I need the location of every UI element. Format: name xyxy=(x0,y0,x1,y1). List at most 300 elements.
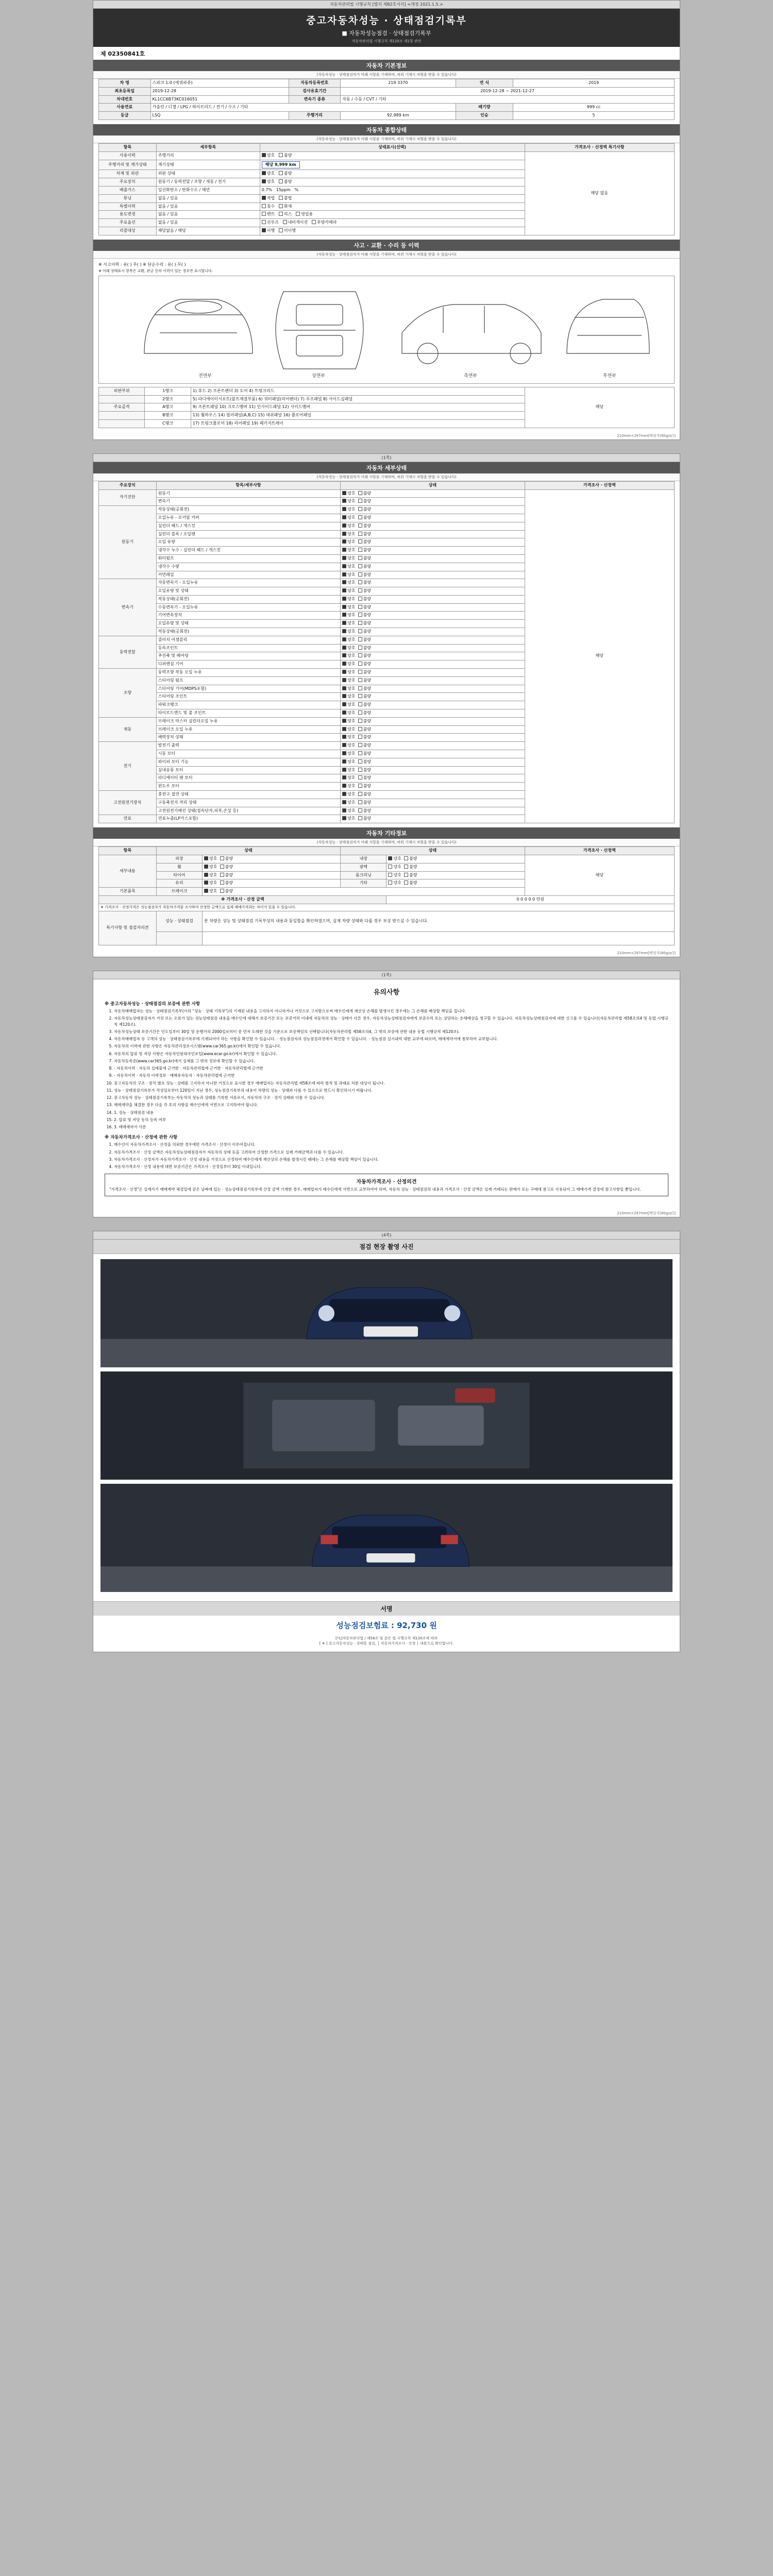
list-item: 15. 2. 압류 및 저당 등의 등록 여부 xyxy=(114,1117,668,1123)
checkbox-good[interactable] xyxy=(342,816,347,821)
checkbox-good[interactable] xyxy=(388,856,393,861)
opt-label: 불량 xyxy=(225,880,233,886)
opt-label: 양호 xyxy=(209,889,217,894)
checkbox-good[interactable] xyxy=(342,491,347,496)
total-price-note: ※ 가격조사 · 산정가격은 성능점검자가 자동차가격을 조사하여 산정한 금액으로 실제 매매가격과는 차이가 있을 수 있습니다. xyxy=(99,904,675,911)
detail-item-label: 브레이크 오일 누유 xyxy=(156,725,340,734)
checkbox-good[interactable] xyxy=(204,889,209,893)
checkbox-rear-camera[interactable] xyxy=(312,220,317,225)
checkbox-good[interactable] xyxy=(342,605,347,609)
accident-line2: ※ 아래 상태표시 항목은 교환, 판금 등의 이력이 있는 경우만 표시합니다. xyxy=(98,268,213,273)
detail-item-label: 원동기 xyxy=(156,489,340,498)
checkbox-bad[interactable] xyxy=(358,653,363,658)
checkbox-good[interactable] xyxy=(342,727,347,732)
detail-item-state xyxy=(341,554,525,563)
checkbox-bad[interactable] xyxy=(358,759,363,764)
overall-row-sub: 없음 / 있음 xyxy=(156,219,260,227)
detail-item-label: 등속조인트 xyxy=(156,644,340,652)
other-header-group: 항목 xyxy=(99,847,157,855)
checkbox-good[interactable] xyxy=(342,751,347,756)
checkbox-good[interactable] xyxy=(342,784,347,788)
label-fuel: 사용연료 xyxy=(99,104,151,112)
checkbox-bad[interactable] xyxy=(358,515,363,520)
other-label-polish: 광택 xyxy=(341,863,386,871)
opt-label: 양호 xyxy=(347,710,356,716)
detail-header-price: 가격조사 · 산정액 xyxy=(525,481,674,489)
opt-label: 양호 xyxy=(347,507,356,512)
detail-group-label: 고전원전기장치 xyxy=(99,791,157,815)
detail-item-label: 파워크랭크 xyxy=(156,701,340,709)
opt-label: 불량 xyxy=(363,555,372,561)
accident-line1: ※ 사고이력 : 유( ) 무( ) ※ 단순수리 : 유( ) 무( ) xyxy=(98,262,186,267)
detail-item-state xyxy=(341,530,525,538)
list-item: 4. 자동차매매업자 등 고객의 성능 · 상태점검기록부에 기재되어야 하는 사항을 확인할 수 있습니다. · 성능점검자의 성능점검과정에서 확인할 수 있습니다. · 성능점검 실시내역 대한 교부에 따르며, 매매계약서에 첨부하여 교부합니다. xyxy=(114,1036,668,1042)
sheet4-corner: (4쪽) xyxy=(93,1231,680,1240)
value-plate: 219 3370 xyxy=(341,79,456,88)
detail-item-state xyxy=(341,669,525,677)
checkbox-good[interactable] xyxy=(342,507,347,512)
emission-hc: 15ppm xyxy=(276,187,291,192)
document-title: 중고자동차성능 · 상태점검기록부 xyxy=(306,15,467,26)
opt-label: 양호 xyxy=(347,531,356,536)
checkbox-bad[interactable] xyxy=(404,865,409,869)
checkbox-bad[interactable] xyxy=(358,556,363,561)
opt-label: 양호 xyxy=(347,718,356,723)
checkbox-good[interactable] xyxy=(342,800,347,805)
detail-item-label: 워터펌프 xyxy=(156,554,340,563)
opt-label: 불량 xyxy=(363,702,372,707)
checkbox-bad[interactable] xyxy=(358,784,363,788)
opt-label: 침수 xyxy=(266,204,275,209)
checkbox-bad[interactable] xyxy=(358,564,363,569)
checkbox-good[interactable] xyxy=(342,719,347,723)
checkbox-bad[interactable] xyxy=(404,873,409,877)
checkbox-bad[interactable] xyxy=(358,532,363,536)
detail-item-label: 오일 유량 xyxy=(156,538,340,547)
photo-engine-bay[interactable] xyxy=(100,1371,673,1480)
section-accident-title: 사고 · 교환 · 수리 등 이력 xyxy=(93,240,680,251)
detail-item-state xyxy=(341,587,525,596)
checkbox-good[interactable] xyxy=(342,580,347,585)
photo-rear[interactable] xyxy=(100,1484,673,1592)
checkbox-bad[interactable] xyxy=(358,775,363,780)
other-label-glass: 유리 xyxy=(156,879,202,888)
checkbox-bad[interactable] xyxy=(358,768,363,772)
checkbox-good[interactable] xyxy=(342,572,347,577)
checkbox-bad[interactable] xyxy=(358,751,363,756)
checkbox-bad[interactable] xyxy=(358,678,363,683)
detail-item-state xyxy=(341,644,525,652)
label-seats: 인승 xyxy=(456,112,513,120)
checkbox-lease[interactable] xyxy=(279,212,284,216)
checkbox-bad[interactable] xyxy=(358,727,363,732)
opt-label: 불량 xyxy=(283,152,292,158)
opt-label: 불량 xyxy=(363,784,372,789)
opt-label: 양호 xyxy=(347,694,356,699)
checkbox-bad[interactable] xyxy=(358,572,363,577)
checkbox-bad[interactable] xyxy=(358,743,363,748)
checkbox-bad[interactable] xyxy=(220,889,225,893)
detail-item-state xyxy=(341,579,525,587)
list-item: 8. - 자동차이력 · 자동차 실매물에 근거한 · 자동차관리법에 근거한 · 자동차관리법에 근거한 xyxy=(114,1065,668,1071)
checkbox-good[interactable] xyxy=(204,880,209,885)
list-item: 2. 자동차성능상태점검자가 거짓 또는 오류가 있는 성능상태점검 내용을 매수인에 대해서 보증기간 또는 보증거리 이내에 자동차의 성능 · 상태가 다른 경우, 자동차성능상태점검자에게 보증수리 또는 상당하는 손해배상을 청구할 수 있습니다. 자동차성능상태점검자에 대한 신고를 수 있습니다(자동차관리법 제58조의4 및 동법 시행규칙 제120조). xyxy=(114,1015,668,1027)
detail-item-state xyxy=(341,709,525,718)
opt-label: 양호 xyxy=(347,670,356,675)
opt-label: 불량 xyxy=(363,694,372,699)
photo-engine-image xyxy=(100,1371,673,1480)
list-item: 2. 자동차가격조사 · 산정 금액은 자동차성능상태점검자가 자동차의 상태 등을 고려하여 산정한 가격으로 실제 거래금액과 다를 수 있습니다. xyxy=(114,1149,668,1155)
opt-label: 불량 xyxy=(363,670,372,675)
photo-rear-image xyxy=(100,1484,673,1592)
checkbox-fire[interactable] xyxy=(279,204,284,209)
special-note-value: 본 차량은 성능 및 상태점검 기록부상의 내용과 동일함을 확인하였으며, 실제 차량 상태와 다를 경우 보상 받으실 수 있습니다. xyxy=(203,911,675,932)
checkbox-good[interactable] xyxy=(342,670,347,674)
special-note-extra xyxy=(203,932,675,945)
overall-note: 해당 없음 xyxy=(525,151,674,235)
checkbox-good[interactable] xyxy=(342,613,347,617)
opt-label: 불량 xyxy=(363,507,372,512)
detail-item-label: 스티어링 펌프 xyxy=(156,676,340,685)
detail-state-table xyxy=(98,481,675,823)
list-item: 4. 자동차가격조사 · 산정 내용에 대한 보증기간은 가격조사 · 산정일부터 30일 이내입니다. xyxy=(114,1164,668,1170)
opt-label: 불량 xyxy=(363,792,372,797)
checkbox-good[interactable] xyxy=(342,743,347,748)
checkbox-good[interactable] xyxy=(342,548,347,552)
checkbox-flood[interactable] xyxy=(262,204,267,209)
rank-level: A랭크 xyxy=(145,403,191,412)
detail-item-label: 라디에이터 팬 모터 xyxy=(156,774,340,783)
value-car-name: 스파크 1.0 (에쿼파쥬) xyxy=(150,79,289,88)
inspection-fee: 성능점검보험료 : 92,730 원 xyxy=(336,1620,437,1630)
list-item: 3. 자동차성능상태 보증기간은 인도일부터 30일 및 운행거리 2000킬로미터 중 먼저 도래한 것을 기준으로 보증책임의 선택합니다(자동차관리법 제58조의4, 그 밖의 보증에 관한 내용 동법 시행규칙 제120조). xyxy=(114,1029,668,1035)
opt-label: 양호 xyxy=(347,555,356,561)
checkbox-good[interactable] xyxy=(342,662,347,666)
opt-label: 양호 xyxy=(347,596,356,601)
detail-group-label: 동력전달 xyxy=(99,636,157,668)
checkbox-good[interactable] xyxy=(342,678,347,683)
opt-label: 불량 xyxy=(363,816,372,821)
opt-label: 불량 xyxy=(363,572,372,577)
other-header-price: 가격조사 · 산정액 xyxy=(525,847,674,855)
checkbox-bad[interactable] xyxy=(358,646,363,650)
checkbox-bad[interactable] xyxy=(358,548,363,552)
detail-item-state xyxy=(341,514,525,522)
label-vin: 차대번호 xyxy=(99,95,151,104)
detail-price-note: 해당 xyxy=(525,489,674,823)
detail-item-state xyxy=(341,563,525,571)
opt-label: 양호 xyxy=(347,751,356,756)
opt-label: 불량 xyxy=(363,726,372,732)
checkbox-good[interactable] xyxy=(342,686,347,691)
detail-item-state xyxy=(341,766,525,774)
checkbox-good[interactable] xyxy=(342,629,347,634)
detail-item-label: 스티어링 기어(MDPS포함) xyxy=(156,685,340,693)
detail-item-state xyxy=(341,522,525,530)
basic-info-table xyxy=(98,79,675,120)
detail-item-label: 구동축전지 격리 상태 xyxy=(156,799,340,807)
checkbox-bad[interactable] xyxy=(279,179,284,184)
checkbox-legal[interactable] xyxy=(262,196,267,200)
value-grade: LSQ xyxy=(150,112,289,120)
value-year: 2019 xyxy=(513,79,675,88)
opt-label: 불량 xyxy=(363,751,372,756)
overall-row-sub: 일산화탄소 / 탄화수소 / 매연 xyxy=(156,186,260,194)
checkbox-good[interactable] xyxy=(262,179,267,184)
detail-item-state xyxy=(341,799,525,807)
opt-label: 불량 xyxy=(363,515,372,520)
opt-label: 불량 xyxy=(363,775,372,781)
opt-label: 불량 xyxy=(363,767,372,772)
detail-item-state xyxy=(341,693,525,701)
checkbox-bad[interactable] xyxy=(358,499,363,503)
sheet2-footer: 210mm×297mm[백상지(80g/㎡)] xyxy=(617,951,676,956)
opt-label: 렌트 xyxy=(266,212,275,217)
detail-item-label: 동력조향 작동 오일 누유 xyxy=(156,669,340,677)
opt-label: 적법 xyxy=(266,195,275,200)
car-damage-diagram[interactable] xyxy=(98,276,675,384)
checkbox-bad[interactable] xyxy=(358,637,363,642)
checkbox-good[interactable] xyxy=(262,153,267,158)
checkbox-bad[interactable] xyxy=(358,808,363,813)
checkbox-good[interactable] xyxy=(342,556,347,561)
accident-rank-table xyxy=(98,387,675,428)
list-item: 5. 자동차의 이력에 관한 사항은 자동차관리정보시스템(www.car365.go.kr)에서 확인할 수 있습니다. xyxy=(114,1043,668,1049)
checkbox-bad[interactable] xyxy=(404,880,409,885)
rank-group xyxy=(99,419,145,428)
header-item: 세부항목 xyxy=(156,143,260,151)
checkbox-good[interactable] xyxy=(342,637,347,642)
checkbox-bad[interactable] xyxy=(279,171,284,176)
sheet-notice xyxy=(93,971,680,1217)
section-other-subtitle: (자동차성능 · 상태점검자가 아래 사항을 기재하며, 허위 기재시 처벌을 받을 수 있습니다) xyxy=(93,839,680,846)
opt-label: 양호 xyxy=(347,686,356,691)
photo-front[interactable] xyxy=(100,1259,673,1367)
detail-item-state xyxy=(341,676,525,685)
checkbox-good[interactable] xyxy=(342,710,347,715)
opt-label: 불량 xyxy=(363,621,372,626)
checkbox-bad[interactable] xyxy=(358,694,363,699)
checkbox-bad[interactable] xyxy=(220,865,225,869)
rank-level: 1랭크 xyxy=(145,387,191,395)
other-header-state2: 상태 xyxy=(341,847,525,855)
checkbox-illegal[interactable] xyxy=(279,196,284,200)
opt-label: 양호 xyxy=(347,637,356,642)
opt-label: 미이행 xyxy=(283,228,296,233)
detail-item-state xyxy=(341,742,525,750)
checkbox-bad[interactable] xyxy=(358,710,363,715)
checkbox-bad[interactable] xyxy=(358,539,363,544)
checkbox-good[interactable] xyxy=(342,597,347,601)
checkbox-bad[interactable] xyxy=(358,792,363,796)
checkbox-good[interactable] xyxy=(342,646,347,650)
opt-label: 불량 xyxy=(363,523,372,528)
checkbox-good[interactable] xyxy=(342,539,347,544)
checkbox-good[interactable] xyxy=(342,653,347,658)
checkbox-recall-done[interactable] xyxy=(262,228,267,233)
list-item: 14. 1. 성능 · 상태점검 내용 xyxy=(114,1110,668,1115)
checkbox-bad[interactable] xyxy=(358,507,363,512)
checkbox-good[interactable] xyxy=(342,808,347,813)
checkbox-good[interactable] xyxy=(342,564,347,569)
opt-label: 양호 xyxy=(347,808,356,813)
checkbox-bad[interactable] xyxy=(220,856,225,861)
checkbox-rent[interactable] xyxy=(262,212,267,216)
opt-label: 불량 xyxy=(225,889,233,894)
section-basic-title: 자동차 기본정보 xyxy=(93,60,680,71)
checkbox-bad[interactable] xyxy=(358,629,363,634)
detail-header-group: 주요장치 xyxy=(99,481,157,489)
checkbox-good[interactable] xyxy=(342,515,347,520)
checkbox-bad[interactable] xyxy=(358,719,363,723)
opt-label: 불량 xyxy=(409,872,417,877)
detail-group-label: 연료 xyxy=(99,815,157,823)
detail-item-label: 커먼레일 xyxy=(156,571,340,579)
checkbox-good[interactable] xyxy=(342,702,347,707)
checkbox-good[interactable] xyxy=(388,865,393,869)
rank-parts: 9) 프론트패널 10) 크로스멤버 11) 인사이드패널 12) 사이드멤버 xyxy=(191,403,525,412)
rank-group: 외판부위 xyxy=(99,387,145,395)
checkbox-bad[interactable] xyxy=(358,686,363,691)
sheet-basic-info xyxy=(93,0,680,440)
checkbox-good[interactable] xyxy=(388,880,393,885)
overall-row-sub: 없음 / 있음 xyxy=(156,202,260,211)
checkbox-bad[interactable] xyxy=(404,856,409,861)
total-price-value: 0 0 0 0 0 만원 xyxy=(386,895,675,904)
sheet3-corner: (1쪽) xyxy=(93,971,680,979)
label-transmission: 변속기 종류 xyxy=(289,95,341,104)
checkbox-bad[interactable] xyxy=(220,873,225,877)
checkbox-recall-pending[interactable] xyxy=(279,228,284,233)
opt-label: 불량 xyxy=(225,872,233,877)
checkbox-bad[interactable] xyxy=(358,605,363,609)
detail-header-state: 상태 xyxy=(341,481,525,489)
photos-footer-2: [ ※ ] 중고자동차성능 · 상태를 점검, │ 자동차가격조사 · 산정 │ 내용으로 확인합니다. xyxy=(319,1641,454,1646)
detail-group-label: 제동 xyxy=(99,717,157,741)
appraisal-opinion-title: 자동차가격조사 · 산정의견 xyxy=(356,1179,417,1185)
sheet-photos xyxy=(93,1231,680,1652)
notice-title: 유의사항 xyxy=(373,989,400,997)
svg-text:상면부: 상면부 xyxy=(312,373,326,379)
detail-item-label: 시동 모터 xyxy=(156,750,340,758)
checkbox-bad[interactable] xyxy=(358,702,363,707)
checkbox-good[interactable] xyxy=(342,523,347,528)
checkbox-good[interactable] xyxy=(342,775,347,780)
detail-item-state xyxy=(341,783,525,791)
opt-label: 불량 xyxy=(363,677,372,683)
checkbox-bad[interactable] xyxy=(358,613,363,617)
opt-label: 불량 xyxy=(363,588,372,594)
opt-label: 불량 xyxy=(363,596,372,601)
checkbox-good[interactable] xyxy=(342,792,347,796)
checkbox-good[interactable] xyxy=(204,873,209,877)
list-item: 16. 3. 매매계약서 사본 xyxy=(114,1124,668,1130)
checkbox-good[interactable] xyxy=(388,873,393,877)
checkbox-commercial[interactable] xyxy=(296,212,301,216)
checkbox-bad[interactable] xyxy=(358,621,363,625)
checkbox-good[interactable] xyxy=(204,865,209,869)
appraisal-opinion-body: "가격조사 · 산정"은 실제가기 매매계약 체결일에 같은 날짜에 있는 · 성능상태점검기록부에 산정 금액 기재한 경우, 매매업자가 매수인에게 서면으로 교부하여야 하며, 자동차 성능 · 상태점검의 내용과 가격조사 · 산정 금액은 실제 거래되는 판매가 또는 구매에 참고로 사용되어 그 매매가격 결정에 참고사항일 뿐입니다. xyxy=(109,1187,641,1192)
opt-label: 양호 xyxy=(209,864,217,869)
checkbox-good[interactable] xyxy=(342,759,347,764)
list-item: 1. 매수인이 자동차가격조사 · 산정을 의뢰한 경우에만 가격조사 · 산정이 이루어집니다. xyxy=(114,1142,668,1147)
checkbox-good[interactable] xyxy=(342,499,347,503)
detail-item-state xyxy=(341,734,525,742)
list-item: 3. 자동차가격조사 · 산정자가 자동차가격조사 · 산정 내용을 거짓으로 산정하여 매수인에게 재산상의 손해를 발생시킨 때에는 그 손해를 배상할 책임이 있습니다. xyxy=(114,1157,668,1162)
detail-item-label: 냉각수 누수 - 실린더 헤드 / 개스킷 xyxy=(156,547,340,555)
checkbox-good[interactable] xyxy=(342,735,347,739)
checkbox-bad[interactable] xyxy=(358,670,363,674)
label-displacement: 배기량 xyxy=(456,104,513,112)
checkbox-sunroof[interactable] xyxy=(262,220,267,225)
checkbox-bad[interactable] xyxy=(358,491,363,496)
overall-row-group: 주요옵션 xyxy=(99,219,157,227)
rank-group: 주요골격 xyxy=(99,403,145,412)
checkbox-good[interactable] xyxy=(342,694,347,699)
checkbox-bad[interactable] xyxy=(358,735,363,739)
checkbox-bad[interactable] xyxy=(220,880,225,885)
opt-label: 불량 xyxy=(363,629,372,634)
detail-item-state xyxy=(341,815,525,823)
checkbox-bad[interactable] xyxy=(358,597,363,601)
detail-item-label: 연료누출(LP가스포함) xyxy=(156,815,340,823)
checkbox-bad[interactable] xyxy=(279,153,284,158)
checkbox-good[interactable] xyxy=(262,171,267,176)
detail-item-state xyxy=(341,489,525,498)
opt-label: 양호 xyxy=(266,179,275,184)
section-detail-title: 자동차 세부상태 xyxy=(93,462,680,473)
checkbox-bad[interactable] xyxy=(358,523,363,528)
opt-label: 영업용 xyxy=(300,212,313,217)
opt-label: 불량 xyxy=(409,864,417,869)
opt-label: 양호 xyxy=(347,572,356,577)
label-plate: 자동차등록번호 xyxy=(289,79,341,88)
checkbox-bad[interactable] xyxy=(358,816,363,821)
checkbox-bad[interactable] xyxy=(358,588,363,593)
checkbox-good[interactable] xyxy=(342,588,347,593)
checkbox-good[interactable] xyxy=(204,856,209,861)
opt-label: 양호 xyxy=(347,645,356,650)
opt-label: 불량 xyxy=(363,759,372,764)
checkbox-bad[interactable] xyxy=(358,662,363,666)
opt-label: 불량 xyxy=(363,645,372,650)
opt-label: 양호 xyxy=(347,490,356,496)
value-displacement: 999 cc xyxy=(513,104,675,112)
opt-label: 양호 xyxy=(347,677,356,683)
document-subtitle: ■ 자동차성능점검 · 상태점검기록부 xyxy=(342,30,431,37)
overall-row-group: 주요장치 xyxy=(99,178,157,187)
checkbox-good[interactable] xyxy=(342,621,347,625)
checkbox-good[interactable] xyxy=(342,532,347,536)
overall-row-group: 특별이력 xyxy=(99,202,157,211)
opt-label: 후방카메라 xyxy=(316,220,337,225)
svg-text:전면부: 전면부 xyxy=(198,373,212,379)
list-item: 10. 중고자동차의 구조 · 장치 별로 성능 · 상태를 고지하지 아니한 거짓으로 표시한 경우 매매업자는 자동차관리법 제58조에 따라 벌칙 및 과태료 처분 대상이 됩니다. xyxy=(114,1080,668,1086)
opt-label: 양호 xyxy=(347,816,356,821)
detail-item-label: 작동상태(공회전) xyxy=(156,595,340,603)
checkbox-bad[interactable] xyxy=(358,580,363,585)
checkbox-bad[interactable] xyxy=(358,800,363,805)
checkbox-navigation[interactable] xyxy=(283,220,288,225)
sheet3-footer: 210mm×297mm[백상지(80g/㎡)] xyxy=(617,1211,676,1215)
opt-label: 불량 xyxy=(363,662,372,667)
opt-label: 불량 xyxy=(363,718,372,723)
detail-item-state xyxy=(341,612,525,620)
section-detail-subtitle: (자동차성능 · 상태점검자가 아래 사항을 기재하며, 허위 기재시 처벌을 받을 수 있습니다) xyxy=(93,473,680,481)
checkbox-good[interactable] xyxy=(342,768,347,772)
value-first-reg: 2019-12-28 xyxy=(150,87,289,95)
opt-label: 불량 xyxy=(363,637,372,642)
